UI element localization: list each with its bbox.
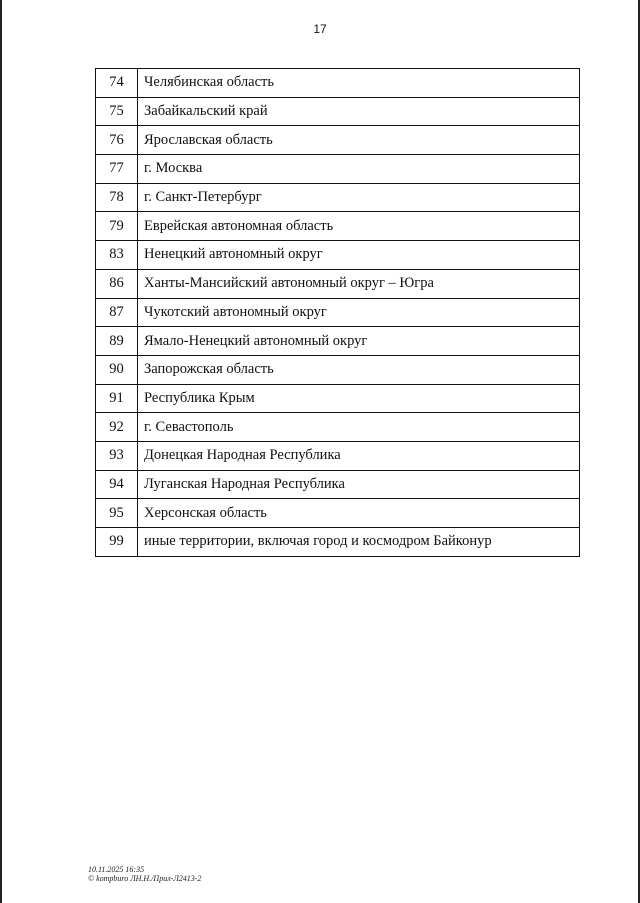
region-name-cell: г. Севастополь — [138, 413, 580, 442]
table-row — [96, 183, 580, 212]
region-name-cell: Ямало-Ненецкий автономный округ — [138, 327, 580, 356]
region-name-cell: Ярославская область — [138, 126, 580, 155]
table-row — [96, 126, 580, 155]
table-row — [96, 298, 580, 327]
region-code-cell: 74 — [96, 69, 138, 98]
region-name-cell: Республика Крым — [138, 384, 580, 413]
page-number: 17 — [313, 22, 327, 36]
region-name-cell: Забайкальский край — [138, 97, 580, 126]
table-row — [96, 470, 580, 499]
table-row — [96, 528, 580, 557]
table-row — [96, 384, 580, 413]
document-footer — [88, 865, 201, 883]
region-name-cell: г. Москва — [138, 155, 580, 184]
region-name-cell: Еврейская автономная область — [138, 212, 580, 241]
footer-timestamp: 10.11.2025 16:35 — [88, 865, 145, 874]
region-name-cell: Чукотский автономный округ — [138, 298, 580, 327]
region-code-cell: 76 — [96, 126, 138, 155]
region-name-cell: Ненецкий автономный округ — [138, 241, 580, 270]
region-name-cell: Херсонская область — [138, 499, 580, 528]
region-code-cell: 94 — [96, 470, 138, 499]
region-code-cell: 95 — [96, 499, 138, 528]
table-row — [96, 97, 580, 126]
table-row — [96, 355, 580, 384]
region-code-cell: 77 — [96, 155, 138, 184]
table-row — [96, 212, 580, 241]
table-row — [96, 155, 580, 184]
region-code-cell: 92 — [96, 413, 138, 442]
region-name-cell: Челябинская область — [138, 69, 580, 98]
table-row — [96, 69, 580, 98]
region-name-cell: Ханты-Мансийский автономный округ – Югра — [138, 269, 580, 298]
region-table-body — [96, 69, 580, 557]
table-row — [96, 441, 580, 470]
region-codes-table — [95, 68, 580, 557]
region-code-cell: 75 — [96, 97, 138, 126]
region-name-cell: Луганская Народная Республика — [138, 470, 580, 499]
region-code-cell: 78 — [96, 183, 138, 212]
region-code-cell: 93 — [96, 441, 138, 470]
region-code-cell: 99 — [96, 528, 138, 557]
region-name-cell: Запорожская область — [138, 355, 580, 384]
footer-file-reference: © kompburo ЛН.Н./Прил-Л2413-2 — [88, 874, 202, 883]
region-code-cell: 87 — [96, 298, 138, 327]
region-code-cell: 86 — [96, 269, 138, 298]
region-code-cell: 89 — [96, 327, 138, 356]
region-name-cell: иные территории, включая город и космодром Байконур — [138, 528, 580, 557]
table-row — [96, 327, 580, 356]
table-row — [96, 269, 580, 298]
region-code-cell: 83 — [96, 241, 138, 270]
region-name-cell: г. Санкт-Петербург — [138, 183, 580, 212]
region-code-cell: 90 — [96, 355, 138, 384]
region-code-cell: 79 — [96, 212, 138, 241]
region-code-cell: 91 — [96, 384, 138, 413]
scan-edge-left — [0, 0, 2, 903]
table-row — [96, 499, 580, 528]
region-name-cell: Донецкая Народная Республика — [138, 441, 580, 470]
table-row — [96, 241, 580, 270]
table-row — [96, 413, 580, 442]
